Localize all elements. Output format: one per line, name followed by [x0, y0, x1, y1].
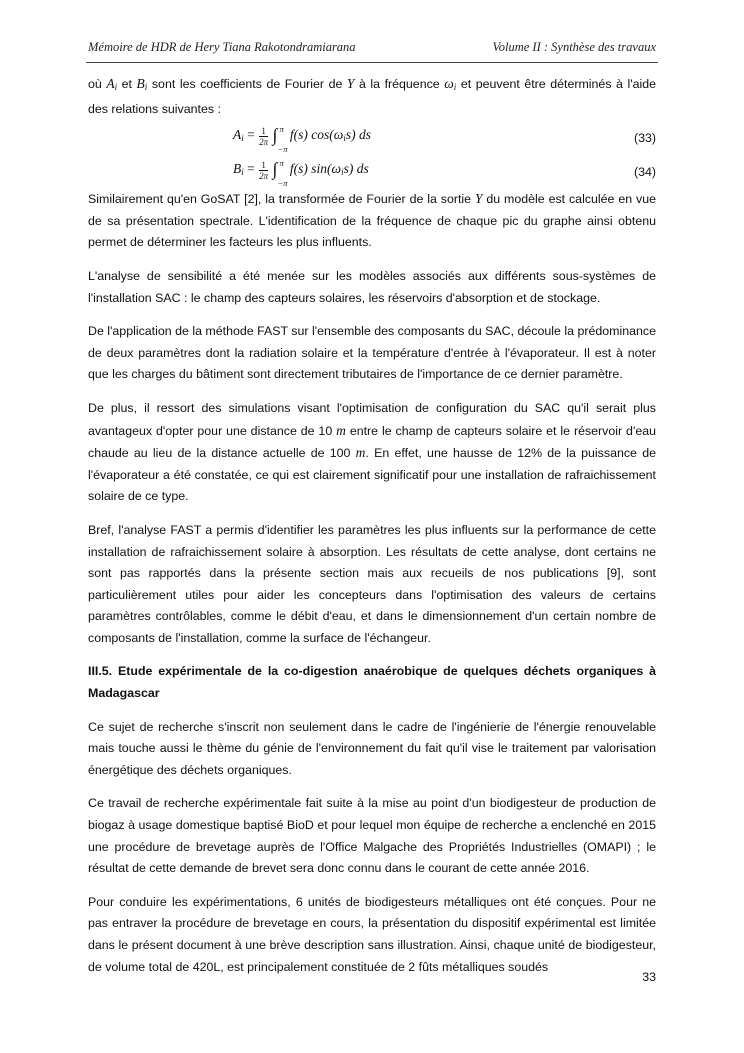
running-header	[88, 40, 656, 60]
equation-34: $B_i$ = $\frac{1}{2\pi}$ ∫ π −π f(s) $\sin(\omega_is)$ ds (34)	[233, 158, 656, 189]
equation-number: (33)	[633, 131, 656, 146]
equation-33: $A_i$ = $\frac{1}{2\pi}$ ∫ π −π f(s) $\cos(\omega_is)$ ds (33)	[233, 124, 656, 155]
fraction: $\frac{1}{2\pi}$	[259, 125, 269, 147]
intro-paragraph: où $A_i$ et $B_i$ sont les coefficients de Fourier de Y à la fréquence $\omega_i$ et peuvent être déterminés à l'aide des relations suivantes :	[88, 76, 657, 116]
paragraph-fast-method: De l'application de la méthode FAST sur l'ensemble des composants du SAC, découle la prédominance de deux paramètres dont la radiation solaire et la température d'entrée à l'évaporateur. Il est à noter que les charges du bâtiment sont directement tributaires de l'importance de ce dernier paramètre.	[88, 324, 656, 382]
equation-number: (34)	[633, 165, 656, 180]
page-number: 33	[642, 970, 656, 984]
paragraph-summary: Bref, l'analyse FAST a permis d'identifier les paramètres les plus influents sur la performance de cette installation de rafraichissement solaire à absorption. Les résultats de cette analyse, dont certains ne sont pas rapportés dans la présente section mais aux recueils de nos publications [9], sont particulièrement utiles pour aider les concepteurs dans l'optimisation des valeurs de certains paramètres contrôlables, comme le débit d'eau, et dans le dimensionnement d'un certain nombre de composants de l'installation, comme la surface de l'échangeur.	[88, 522, 656, 645]
header-author: Mémoire de HDR de Hery Tiana Rakotondramiarana	[88, 40, 356, 54]
paragraph-biodigester: Ce travail de recherche expérimentale fait suite à la mise au point d'un biodigesteur de production de biogaz à usage domestique baptisé BioD et pour lequel mon équipe de recherche a enclenché en 2015 une procédure de brevetage auprès de l'Office Malgache des Propriétés Industrielles (OMAPI) ; le résultat de cette demande de brevet sera donc connu dans le courant de cette année 2016.	[88, 796, 656, 876]
body-text	[88, 73, 656, 990]
section-heading: III.5. Etude expérimentale de la co-digestion anaérobique de quelques déchets organiques à Madagascar	[88, 664, 656, 701]
integral-sign: ∫ π −π	[272, 124, 288, 155]
header-rule	[86, 62, 658, 63]
paragraph-experiments: Pour conduire les expérimentations, 6 unités de biodigesteurs métalliques ont été conçues. Pour ne pas entraver la procédure de brevetage en cours, la présentation du dispositif expérimental est limitée dans le présent document à une brève description sans illustration. Ainsi, chaque unité de biodigesteur, de volume total de 420L, est principalement constituée de 2 fûts métalliques soudés	[88, 894, 656, 974]
integral-sign: ∫ π −π	[272, 158, 288, 189]
paragraph-research-topic: Ce sujet de recherche s'inscrit non seulement dans le cadre de l'ingénierie de l'énergie renouvelable mais touche aussi le thème du génie de l'environnement du fait qu'il vise le traitement par valorisation énergétique des déchets organiques.	[88, 719, 656, 777]
header-volume: Volume II : Synthèse des travaux	[492, 40, 656, 54]
paragraph-optimisation: De plus, il ressort des simulations visant l'optimisation de configuration du SAC qu'il serait plus avantageux d'opter pour une distance de 10 m entre le champ de capteurs solaire et le réservoir d'eau chaude au lieu de la distance actuelle de 100 m. En effet, une hausse de 12% de la puissance de l'évaporateur a été constatée, ce qui est clairement significatif pour une installation de rafraichissement solaire de ce type.	[88, 400, 656, 504]
fraction: $\frac{1}{2\pi}$	[259, 159, 269, 181]
paragraph-sensitivity: L'analyse de sensibilité a été menée sur les modèles associés aux différents sous-systèmes de l'installation SAC : le champ des capteurs solaires, les réservoirs d'absorption et de stockage.	[88, 268, 656, 305]
paragraph-fourier: Similairement qu'en GoSAT [2], la transformée de Fourier de la sortie Y du modèle est calculée en vue de sa présentation spectrale. L'identification de la fréquence de chaque pic du graphe ainsi obtenu permet de déterminer les facteurs les plus influents.	[88, 191, 656, 250]
